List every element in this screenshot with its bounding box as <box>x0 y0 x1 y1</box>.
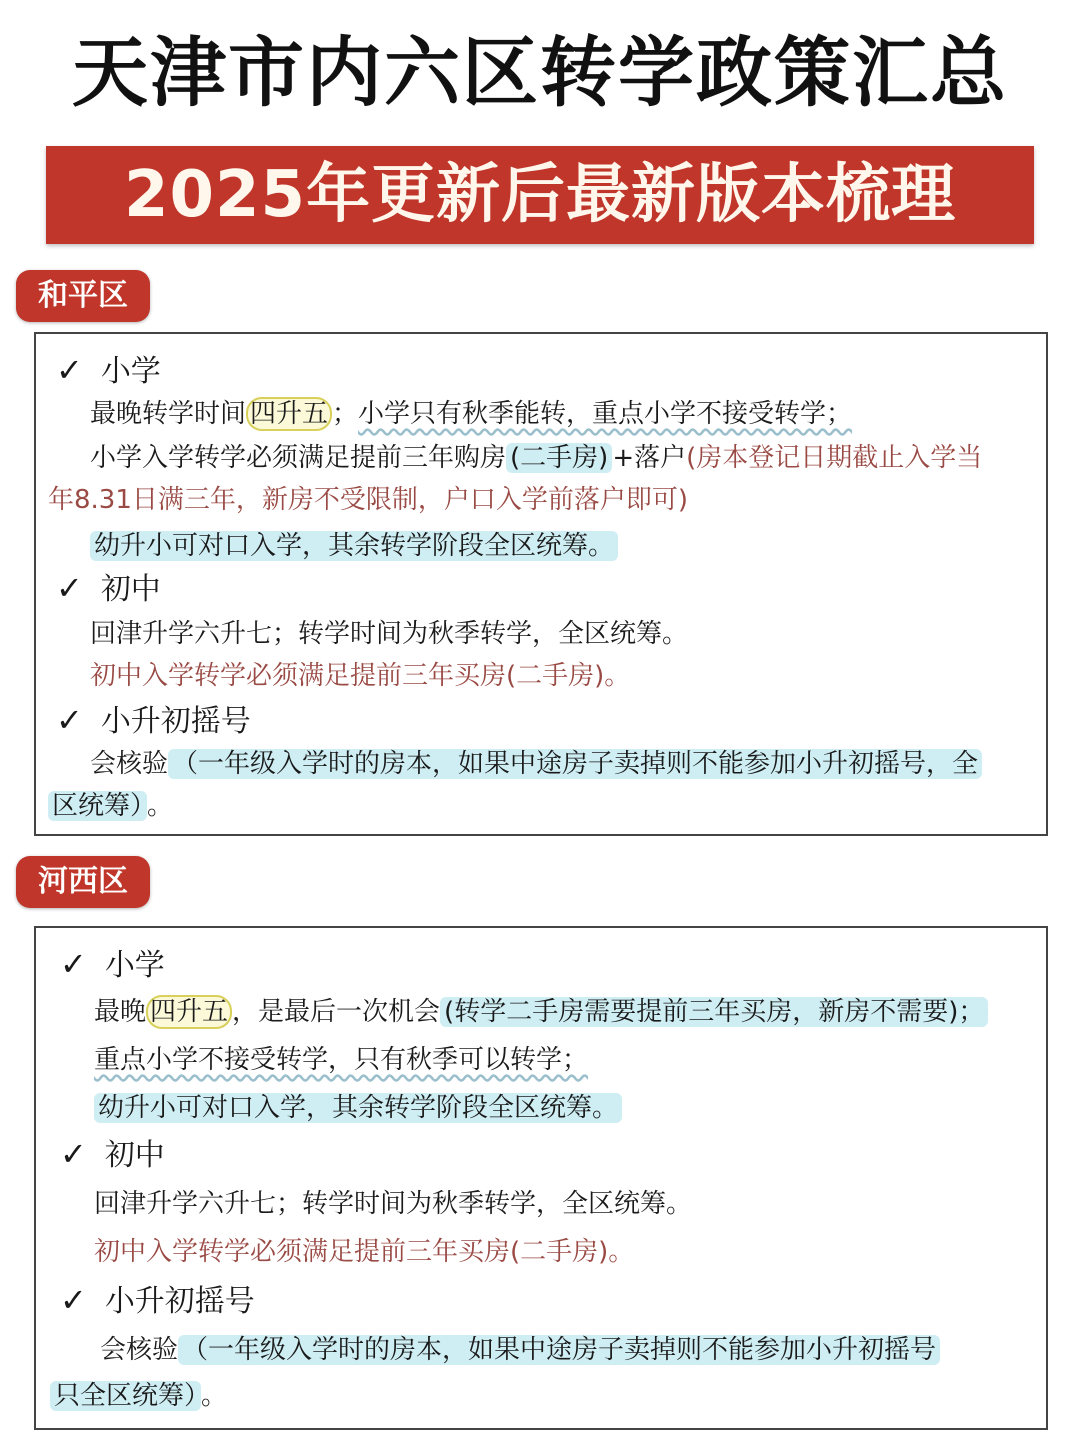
check-icon: ✓ <box>60 1135 87 1173</box>
district-tag-hexi: 河西区 <box>16 856 150 908</box>
check-icon: ✓ <box>56 351 83 389</box>
hexi-middle-line-1: 回津升学六升七；转学时间为秋季转学，全区统筹。 <box>94 1189 693 1219</box>
hexi-primary-line-2: 重点小学不接受转学，只有秋季可以转学； <box>94 1045 589 1075</box>
heping-primary-line-3: 年8.31日满三年，新房不受限制，户口入学前落户即可) <box>48 485 689 515</box>
hexi-lottery-heading: ✓ 小升初摇号 <box>60 1281 255 1319</box>
heping-primary-line-2: 小学入学转学必须满足提前三年购房 (二手房) +落户(房本登记日期截止入学当 <box>90 443 983 473</box>
heping-middle-heading: ✓ 初中 <box>56 569 161 607</box>
hexi-middle-line-2: 初中入学转学必须满足提前三年买房(二手房)。 <box>94 1237 635 1267</box>
heping-lottery-heading: ✓ 小升初摇号 <box>56 701 251 739</box>
heping-middle-line-1: 回津升学六升七；转学时间为秋季转学，全区统筹。 <box>90 619 689 649</box>
hexi-lottery-line-2: 只全区统筹） 。 <box>50 1376 227 1416</box>
heping-middle-line-2: 初中入学转学必须满足提前三年买房(二手房)。 <box>90 661 631 691</box>
heping-primary-line-1: 最晚转学时间 四升五 ；小学只有秋季能转，重点小学不接受转学； <box>90 399 853 429</box>
page-title: 天津市内六区转学政策汇总 <box>72 28 1008 117</box>
check-icon: ✓ <box>60 945 87 983</box>
hexi-lottery-line-1: 会核验 （一年级入学时的房本，如果中途房子卖掉则不能参加小升初摇号 <box>100 1330 940 1370</box>
heping-lottery-line-1: 会核验 （一年级入学时的房本，如果中途房子卖掉则不能参加小升初摇号，全 <box>90 744 982 784</box>
check-icon: ✓ <box>56 701 83 739</box>
heping-primary-heading: ✓ 小学 <box>56 351 161 389</box>
heping-lottery-line-2: 区统筹） 。 <box>48 786 173 826</box>
heping-primary-line-4: 幼升小可对口入学，其余转学阶段全区统筹。 <box>90 526 618 566</box>
page-subtitle: 2025年更新后最新版本梳理 <box>46 146 1034 244</box>
hexi-primary-line-3: 幼升小可对口入学，其余转学阶段全区统筹。 <box>94 1088 622 1128</box>
district-tag-heping: 和平区 <box>16 270 150 322</box>
heping-policy-box <box>34 332 1048 836</box>
hexi-middle-heading: ✓ 初中 <box>60 1135 165 1173</box>
check-icon: ✓ <box>56 569 83 607</box>
hexi-policy-box <box>34 926 1048 1430</box>
hexi-primary-line-1: 最晚 四升五 ，是最后一次机会 (转学二手房需要提前三年买房，新房不需要)； <box>94 992 988 1032</box>
check-icon: ✓ <box>60 1281 87 1319</box>
hexi-primary-heading: ✓ 小学 <box>60 945 165 983</box>
